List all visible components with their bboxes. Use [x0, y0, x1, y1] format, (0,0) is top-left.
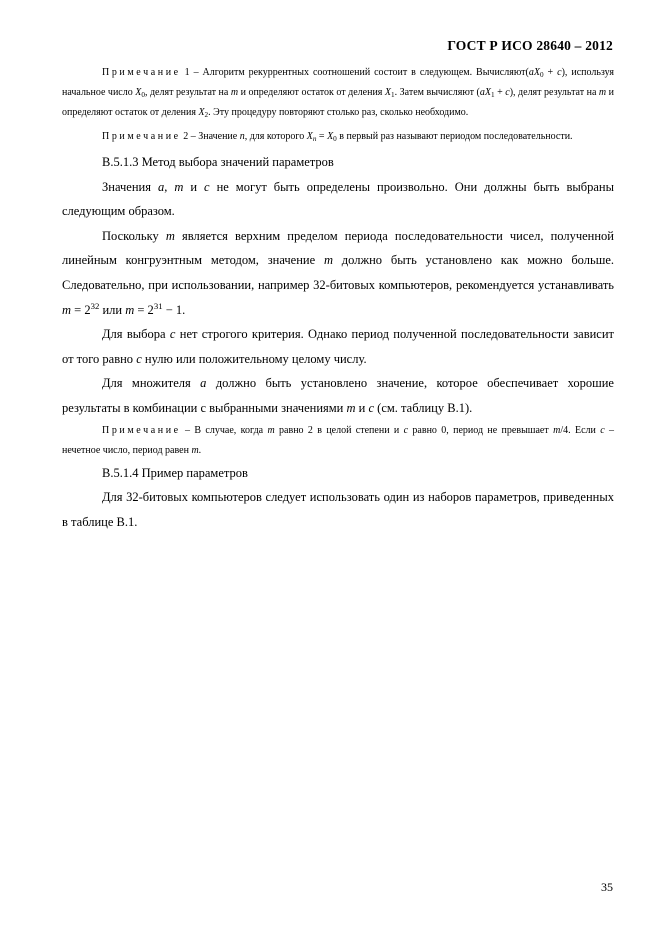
page-content: [62, 63, 614, 534]
note-label: Примечание: [102, 67, 181, 78]
page-number: 35: [601, 880, 613, 894]
section-heading-b513: В.5.1.3 Метод выбора значений параметров: [102, 155, 334, 169]
note-2: Примечание 2 – Значение n, для которого $X_n = X_0$ в первый раз называют периодом последовательности.: [102, 131, 573, 143]
section-heading-b514: В.5.1.4 Пример параметров: [102, 465, 248, 480]
paragraph-multiplier: Для множителя a должно быть установлено значение, которое обеспечивает хорошие результаты в комбинации с выбранными значениями m и c (см. таблицу В.1).: [62, 376, 614, 415]
paragraph-increment: Для выбора c нет строгого критерия. Однако период полученной последовательности зависит от того равно c нулю или положительному целому числу.: [62, 327, 614, 366]
note-1: Примечание 1 – Алгоритм рекуррентных соотношений состоит в следующем. $Вычисляют(aX_0 + c)$, используя начальное число $X_0$, делят результат на m и определяют остаток от деления $X_1$. Затем вычисляют $(aX_1 + c)$, делят результат на m и определяют остаток от деления $X_2$. Эту процедуру повторяют столько раз, сколько необходимо.: [62, 67, 615, 119]
note-label: Примечание: [102, 424, 181, 436]
paragraph-example: Для 32-битовых компьютеров следует использовать один из наборов параметров, приведенных в таблице В.1.: [62, 490, 614, 529]
paragraph-values: Значения a, m и c не могут быть определены произвольно. Они должны быть выбраны следующим образом.: [62, 179, 614, 219]
document-header: ГОСТ Р ИСО 28640 – 2012: [447, 38, 613, 53]
paragraph-modulus: Поскольку m является верхним пределом периода последовательности чисел, полученной линейным конгруэнтным методом, значение m должно быть установлено как можно больше. Следовательно, при использовании, например 32-битовых компьютеров, рекомендуется устанавливать $m = 2^{32}$ или $m = 2^{31} - 1$.: [62, 228, 615, 317]
note-3: Примечание – В случае, когда m равно 2 в целой степени и c равно 0, период не превышает m/4. Если c – нечетное число, период равен m.: [62, 424, 615, 456]
note-label: Примечание: [102, 131, 181, 142]
